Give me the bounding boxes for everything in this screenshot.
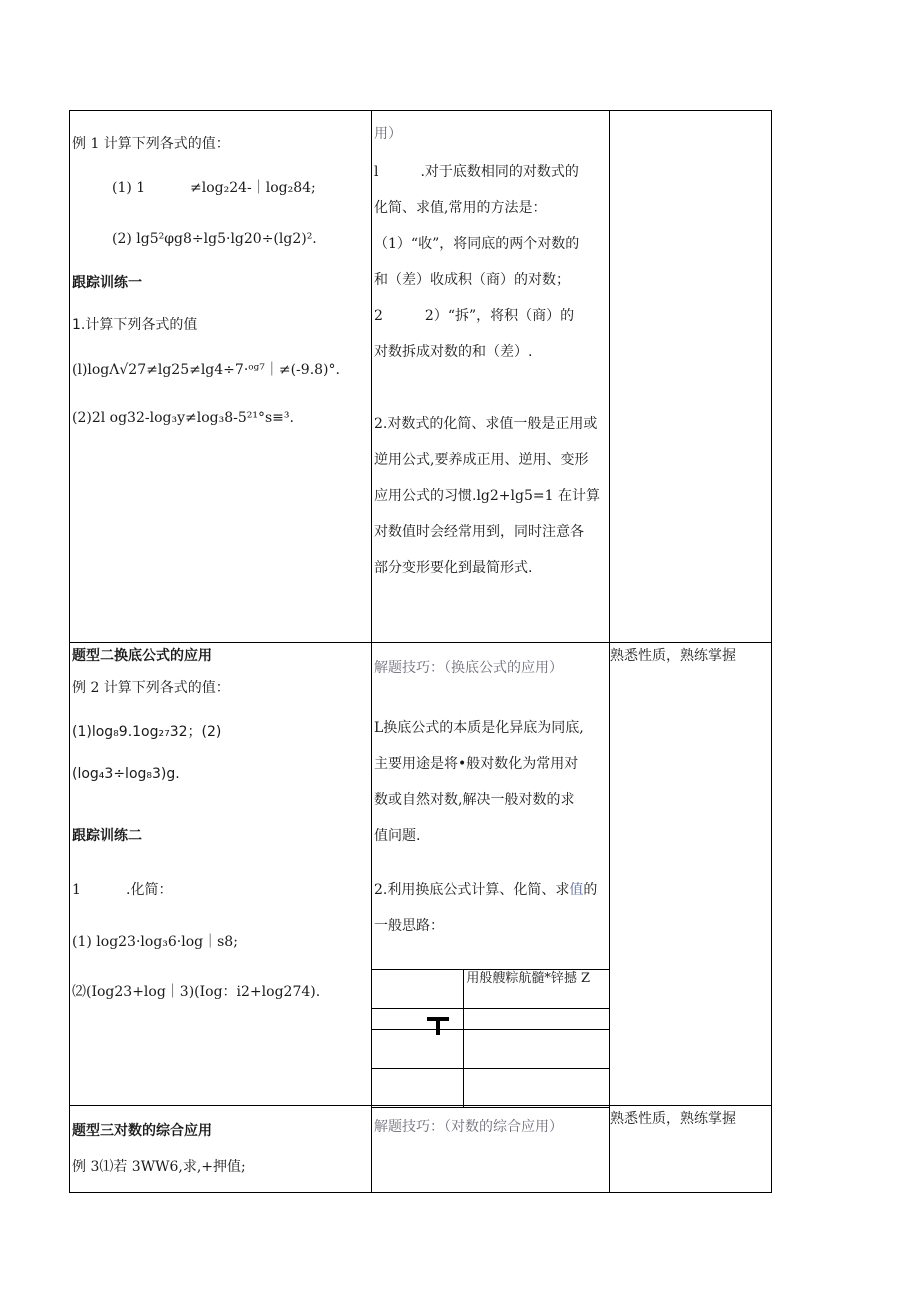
example2-item2: (log₄3÷log₈3)g. xyxy=(72,766,180,782)
track-training-1-item2: (2)2l og32-log₃y≠log₃8-5²¹°s≡³. xyxy=(72,410,294,426)
tip2-line: 主要用途是将•般对数化为常用对 xyxy=(374,756,579,772)
example1-title: 例 1 计算下列各式的值： xyxy=(72,136,230,152)
row2-left-cell xyxy=(70,643,372,1106)
tip2-line-3: 一般思路： xyxy=(374,918,444,934)
tip1-line: 用） xyxy=(374,126,402,142)
tip1-line: 2 2）“拆”，将积（商）的 xyxy=(374,308,575,324)
tip1-line: l .对于底数相同的对数式的 xyxy=(374,164,579,180)
example3-title: 例 3⑴若 3WW6,求,+押值; xyxy=(72,1159,246,1175)
example2-title: 例 2 计算下列各式的值： xyxy=(72,680,230,696)
tip2-line: 值问题. xyxy=(374,828,421,844)
tip2-line: L换底公式的本质是化异底为同底, xyxy=(374,720,584,736)
track-training-2-qnum: 1 xyxy=(72,882,81,898)
tip1-line: 部分变形要化到最简形式. xyxy=(374,560,533,576)
tip2-line-2 xyxy=(374,881,597,899)
tip1-line: 逆用公式,要养成正用、逆用、变形 xyxy=(374,452,589,468)
flow-table xyxy=(372,969,609,1108)
example1-item1-expr: ≠log₂24-｜log₂84; xyxy=(190,180,316,196)
tip1-line: 和（差）收成积（商）的对数； xyxy=(374,272,570,288)
tip2-line-2a: 2.利用换底公式计算、化简、求 xyxy=(374,882,570,898)
track-training-2-item2: ⑵(Iog23+log｜3)(Iog：i2+log274). xyxy=(72,984,321,1000)
row3-right-cell xyxy=(610,1106,772,1193)
tip1-line: 化简、求值,常用的方法是： xyxy=(374,200,547,216)
flow-cell-2l xyxy=(372,1009,464,1030)
example1-item2: (2) lg5²φg8÷lg5·lg20÷(lg2)². xyxy=(112,231,317,247)
flow-cell-2r xyxy=(464,1009,609,1030)
row2-right-cell xyxy=(610,643,772,1106)
track-training-2-item1: (1) log23·log₃6·log｜s8; xyxy=(72,934,238,950)
section3-title: 题型三对数的综合应用 xyxy=(72,1123,212,1139)
example2-item1: (1)log₈9.1og₂₇32；(2) xyxy=(72,724,222,740)
tee-marker-icon xyxy=(427,1017,449,1035)
flow-cell-4r xyxy=(464,1069,609,1108)
tip1-line: 应用公式的习惯.lg2+lg5=1 在计算 xyxy=(374,488,600,504)
section2-title: 题型二换底公式的应用 xyxy=(72,648,212,664)
flow-cell-3r xyxy=(464,1030,609,1069)
row3-mid-cell xyxy=(372,1106,610,1193)
flow-cell-4l xyxy=(372,1069,464,1108)
flow-cell-1l xyxy=(372,970,464,1009)
tip1-line: （1）“收”，将同底的两个对数的 xyxy=(374,236,580,252)
lesson-table xyxy=(69,110,772,1193)
tip1-line: 对数拆成对数的和（差）. xyxy=(374,344,533,360)
tip3-heading: 解题技巧：（对数的综合应用） xyxy=(374,1119,563,1135)
row1-mid-cell xyxy=(372,111,610,643)
row-comprehensive xyxy=(70,1106,772,1193)
row1-right-cell xyxy=(610,111,772,643)
track-training-1-question: 1.计算下列各式的值 xyxy=(72,317,198,333)
example1-item1-label: (1) 1 xyxy=(112,180,146,196)
track-training-2-question: .化简： xyxy=(126,882,173,898)
row-logarithm-operations xyxy=(70,111,772,643)
track-training-1-item1: (l)logΛ√27≠lg25≠lg4÷7·ᵒᵍ⁷｜≠(-9.8)°. xyxy=(72,362,340,378)
tip2-line: 数或自然对数,解决一般对数的求 xyxy=(374,792,575,808)
row-change-of-base xyxy=(70,643,772,1106)
tip1-line: 对数值时会经常用到，同时注意各 xyxy=(374,524,584,540)
row3-left-cell xyxy=(70,1106,372,1193)
track-training-2-title: 跟踪训练二 xyxy=(72,828,142,844)
tip2-line-2c: 的 xyxy=(583,882,598,898)
tip2-line-2b: 值 xyxy=(569,882,584,898)
track-training-1-title: 跟踪训练一 xyxy=(72,275,142,291)
row2-mid-cell xyxy=(372,643,610,1106)
row3-right-note: 熟悉性质，熟练掌握 xyxy=(610,1111,736,1127)
flow-cell-1r xyxy=(464,970,609,1009)
flow-text-1: 用般艘粽航髓*锌撼 Z xyxy=(466,971,591,986)
row2-right-note: 熟悉性质，熟练掌握 xyxy=(610,648,736,664)
tip1-line: 2.对数式的化简、求值一般是正用或 xyxy=(374,416,598,432)
row1-left-cell xyxy=(70,111,372,643)
flow-cell-3l xyxy=(372,1030,464,1069)
tip2-heading: 解题技巧：（换底公式的应用） xyxy=(374,660,563,676)
